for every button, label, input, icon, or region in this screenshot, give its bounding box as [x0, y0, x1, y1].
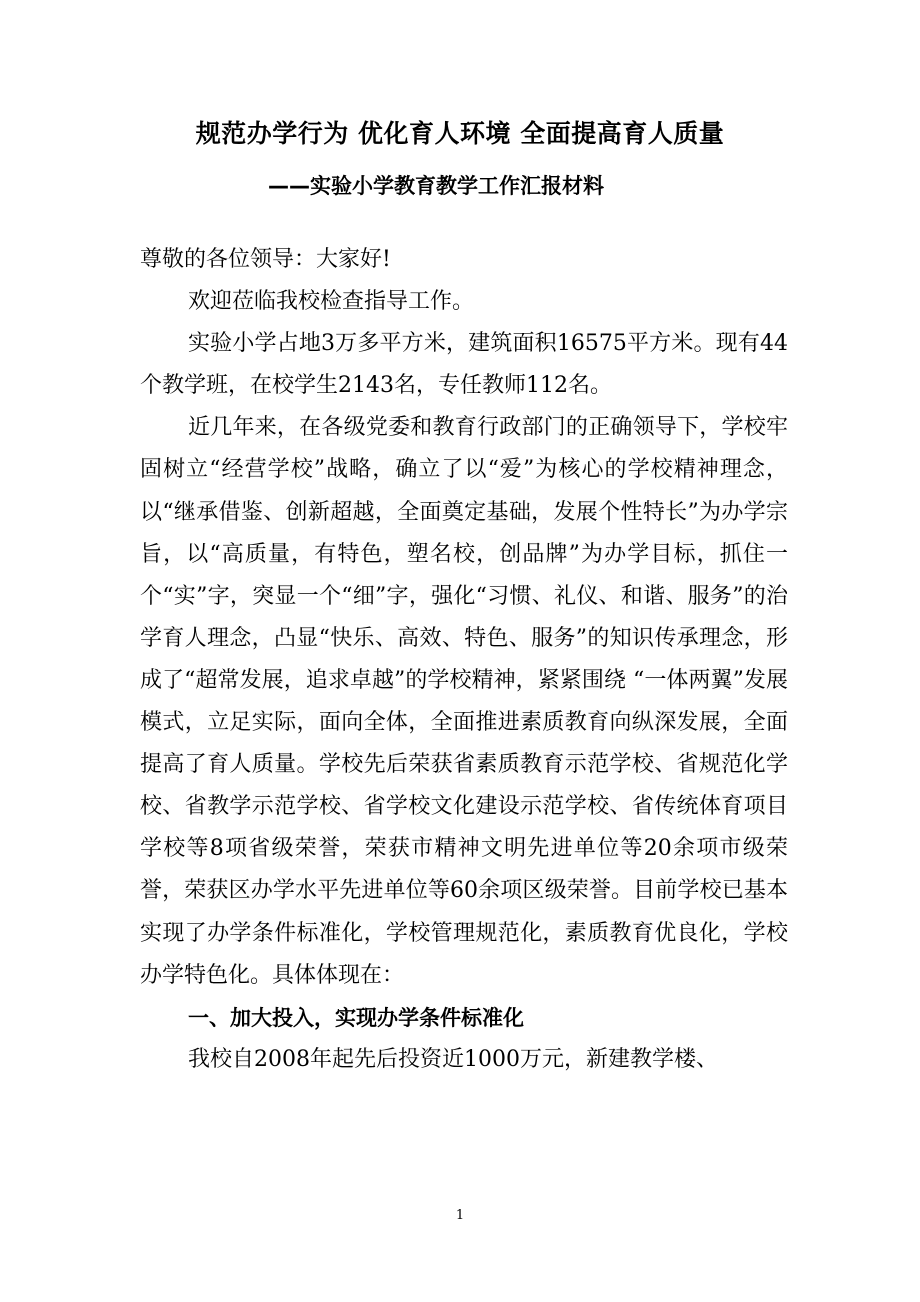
paragraph-school-stats: 实验小学占地3万多平方米，建筑面积16575平方米。现有44个教学班，在校学生2143名，专任教师112名。: [140, 331, 788, 399]
document-title: 规范办学行为 优化育人环境 全面提高育人质量: [195, 119, 725, 148]
paragraph-welcome: 欢迎莅临我校检查指导工作。: [188, 289, 475, 315]
section-heading: 一、加大投入，实现办学条件标准化: [188, 1005, 524, 1030]
page-number: 1: [455, 1208, 465, 1223]
document-body: [140, 239, 788, 1081]
salutation: 尊敬的各位领导：大家好!: [140, 247, 391, 272]
section-paragraph: 我校自2008年起先后投资近1000万元，新建教学楼、: [188, 1046, 718, 1072]
paragraph-achievements: 近几年来，在各级党委和教育行政部门的正确领导下，学校牢固树立“经营学校”战略，确立了以“爱”为核心的学校精神理念，以“继承借鉴、创新超越，全面奠定基础，发展个性特长”为办学宗旨，以“高质量，有特色，塑名校，创品牌”为办学目标，抓住一个“实”字，突显一个“细”字，强化“习惯、礼仪、和谐、服务”的治学育人理念，凸显“快乐、高效、特色、服务”的知识传承理念，形成了“超常发展，追求卓越”的学校精神，紧紧围绕 “一体两翼”发展模式，立足实际，面向全体，全面推进素质教育向纵深发展，全面提高了育人质量。学校先后荣获省素质教育示范学校、省规范化学校、省教学示范学校、省学校文化建设示范学校、省传统体育项目学校等8项省级荣誉，荣获市精神文明先进单位等20余项市级荣誉，荣获区办学水平先进单位等60余项区级荣誉。目前学校已基本实现了办学条件标准化，学校管理规范化，素质教育优良化，学校办学特色化。具体体现在：: [140, 415, 789, 988]
document-subtitle: ——实验小学教育教学工作汇报材料: [268, 174, 604, 198]
